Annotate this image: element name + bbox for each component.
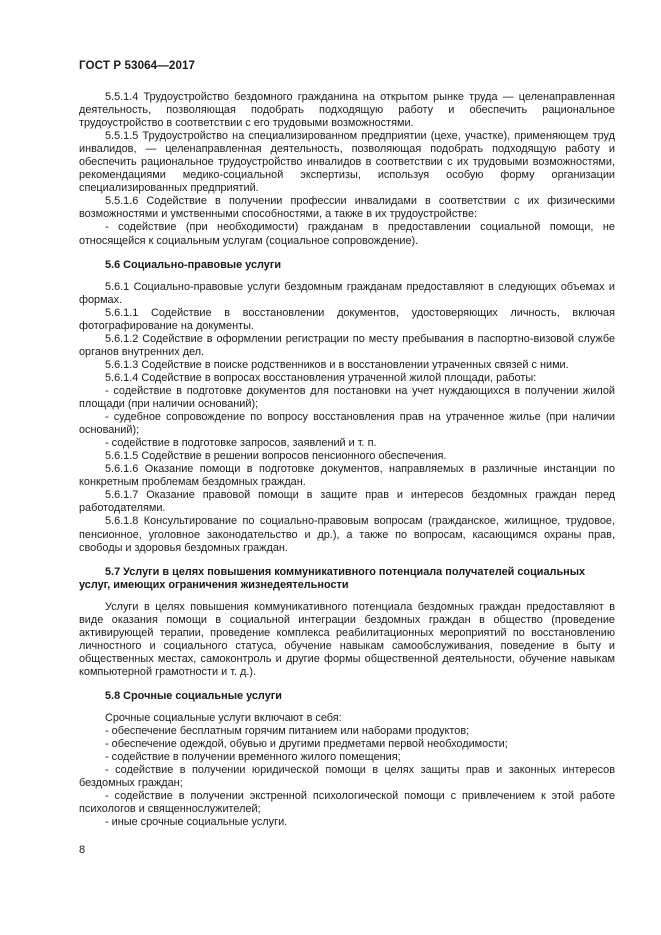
paragraph-5-5-1-5: 5.5.1.5 Трудоустройство на специализированном предприятии (цехе, участке), применяющем труд инвалидов, — целенаправленная деятельность, позволяющая подобрать подходящую работу и обеспечить рациональное трудоустройство инвалидов в соответствии с их трудовыми возможностями, рекомендациями медико-социальной экспертизы, используя особую форму организации специализированных предприятий.: [79, 130, 615, 195]
paragraph-5-6-1-6: 5.6.1.6 Оказание помощи в подготовке документов, направляемых в различные инстанции по конкретным проблемам бездомных граждан.: [79, 463, 615, 489]
paragraph-5-5-1-4: 5.5.1.4 Трудоустройство бездомного гражданина на открытом рынке труда — целенаправленная деятельность, позволяющая подобрать подходящую работу и обеспечить рациональное трудоустройство в соответствии с его трудовыми возможностями.: [79, 91, 615, 130]
paragraph-5-6-1-7: 5.6.1.7 Оказание правовой помощи в защите прав и интересов бездомных граждан перед работодателями.: [79, 489, 615, 515]
list-item: - иные срочные социальные услуги.: [105, 816, 288, 829]
paragraph-5-6-1-1: 5.6.1.1 Содействие в восстановлении документов, удостоверяющих личность, включая фотографирование на документы.: [79, 306, 615, 332]
list-item: - содействие в подготовке документов для постановки на учет нуждающихся в получении жилой площади (при наличии оснований);: [79, 384, 615, 411]
list-item: - содействие (при необходимости) гражданам в предоставлении социальной помощи, не относящейся к социальным услугам (социальное сопровождение).: [79, 221, 615, 247]
paragraph-5-6-1-2: 5.6.1.2 Содействие в оформлении регистрации по месту пребывания в паспортно-визовой службе органов внутренних дел.: [79, 332, 615, 358]
list-item: - обеспечение бесплатным горячим питанием или наборами продуктов;: [105, 725, 470, 738]
paragraph-5-5-1-6: 5.5.1.6 Содействие в получении профессии инвалидами в соответствии с их физическими возможностями и умственными способностями, а также в их трудоустройстве:: [79, 195, 615, 221]
document-header: ГОСТ Р 53064—2017: [79, 59, 196, 72]
page-number: 8: [79, 844, 86, 856]
list-item: - обеспечение одеждой, обувью и другими предметами первой необходимости;: [105, 738, 508, 751]
list-item: - судебное сопровождение по вопросу восстановления прав на утраченное жилье (при наличии оснований);: [79, 411, 615, 437]
paragraph-5-6-1-4: 5.6.1.4 Содействие в вопросах восстановления утраченной жилой площади, работы:: [105, 371, 537, 384]
document-body: [79, 91, 615, 829]
paragraph-5-6-1-5: 5.6.1.5 Содействие в решении вопросов пенсионного обеспечения.: [105, 450, 447, 463]
paragraph-5-6-1-3: 5.6.1.3 Содействие в поиске родственников и в восстановлении утраченных связей с ними.: [105, 358, 569, 371]
list-item: - содействие в получении юридической помощи в целях защиты прав и законных интересов бездомных граждан;: [79, 764, 615, 790]
section-heading-5-8: 5.8 Срочные социальные услуги: [105, 689, 282, 702]
paragraph-5-6-1: 5.6.1 Социально-правовые услуги бездомным гражданам предоставляют в следующих объемах и формах.: [79, 280, 615, 306]
paragraph-5-8-intro: Срочные социальные услуги включают в себя:: [105, 712, 342, 725]
section-heading-5-6: 5.6 Социально-правовые услуги: [105, 258, 282, 271]
section-heading-5-7: 5.7 Услуги в целях повышения коммуникативного потенциала получателей социальных услуг, имеющих ограничения жизнедеятельности: [79, 565, 586, 591]
list-item: - содействие в получении временного жилого помещения;: [105, 751, 401, 764]
paragraph-5-7: Услуги в целях повышения коммуникативного потенциала бездомных граждан предоставляют в виде оказания помощи в социальной интеграции бездомных граждан в общество (проведение активирующей терапии, проведение комплекса реабилитационных мероприятий по восстановлению личностного и социального статуса, обучение навыкам самообслуживания, поведение в быту и общественных местах, самоконтроль и другие формы общественной деятельности, обучение навыкам компьютерной грамотности и т. д.).: [79, 600, 615, 678]
list-item: - содействие в подготовке запросов, заявлений и т. п.: [105, 437, 377, 450]
list-item: - содействие в получении экстренной психологической помощи с привлечением к этой работе психологов и священнослужителей;: [79, 790, 615, 816]
paragraph-5-6-1-8: 5.6.1.8 Консультирование по социально-правовым вопросам (гражданское, жилищное, трудовое, пенсионное, уголовное законодательство и др.), а также по вопросам, касающимся охраны прав, свободы и здоровья бездомных граждан.: [79, 515, 615, 554]
